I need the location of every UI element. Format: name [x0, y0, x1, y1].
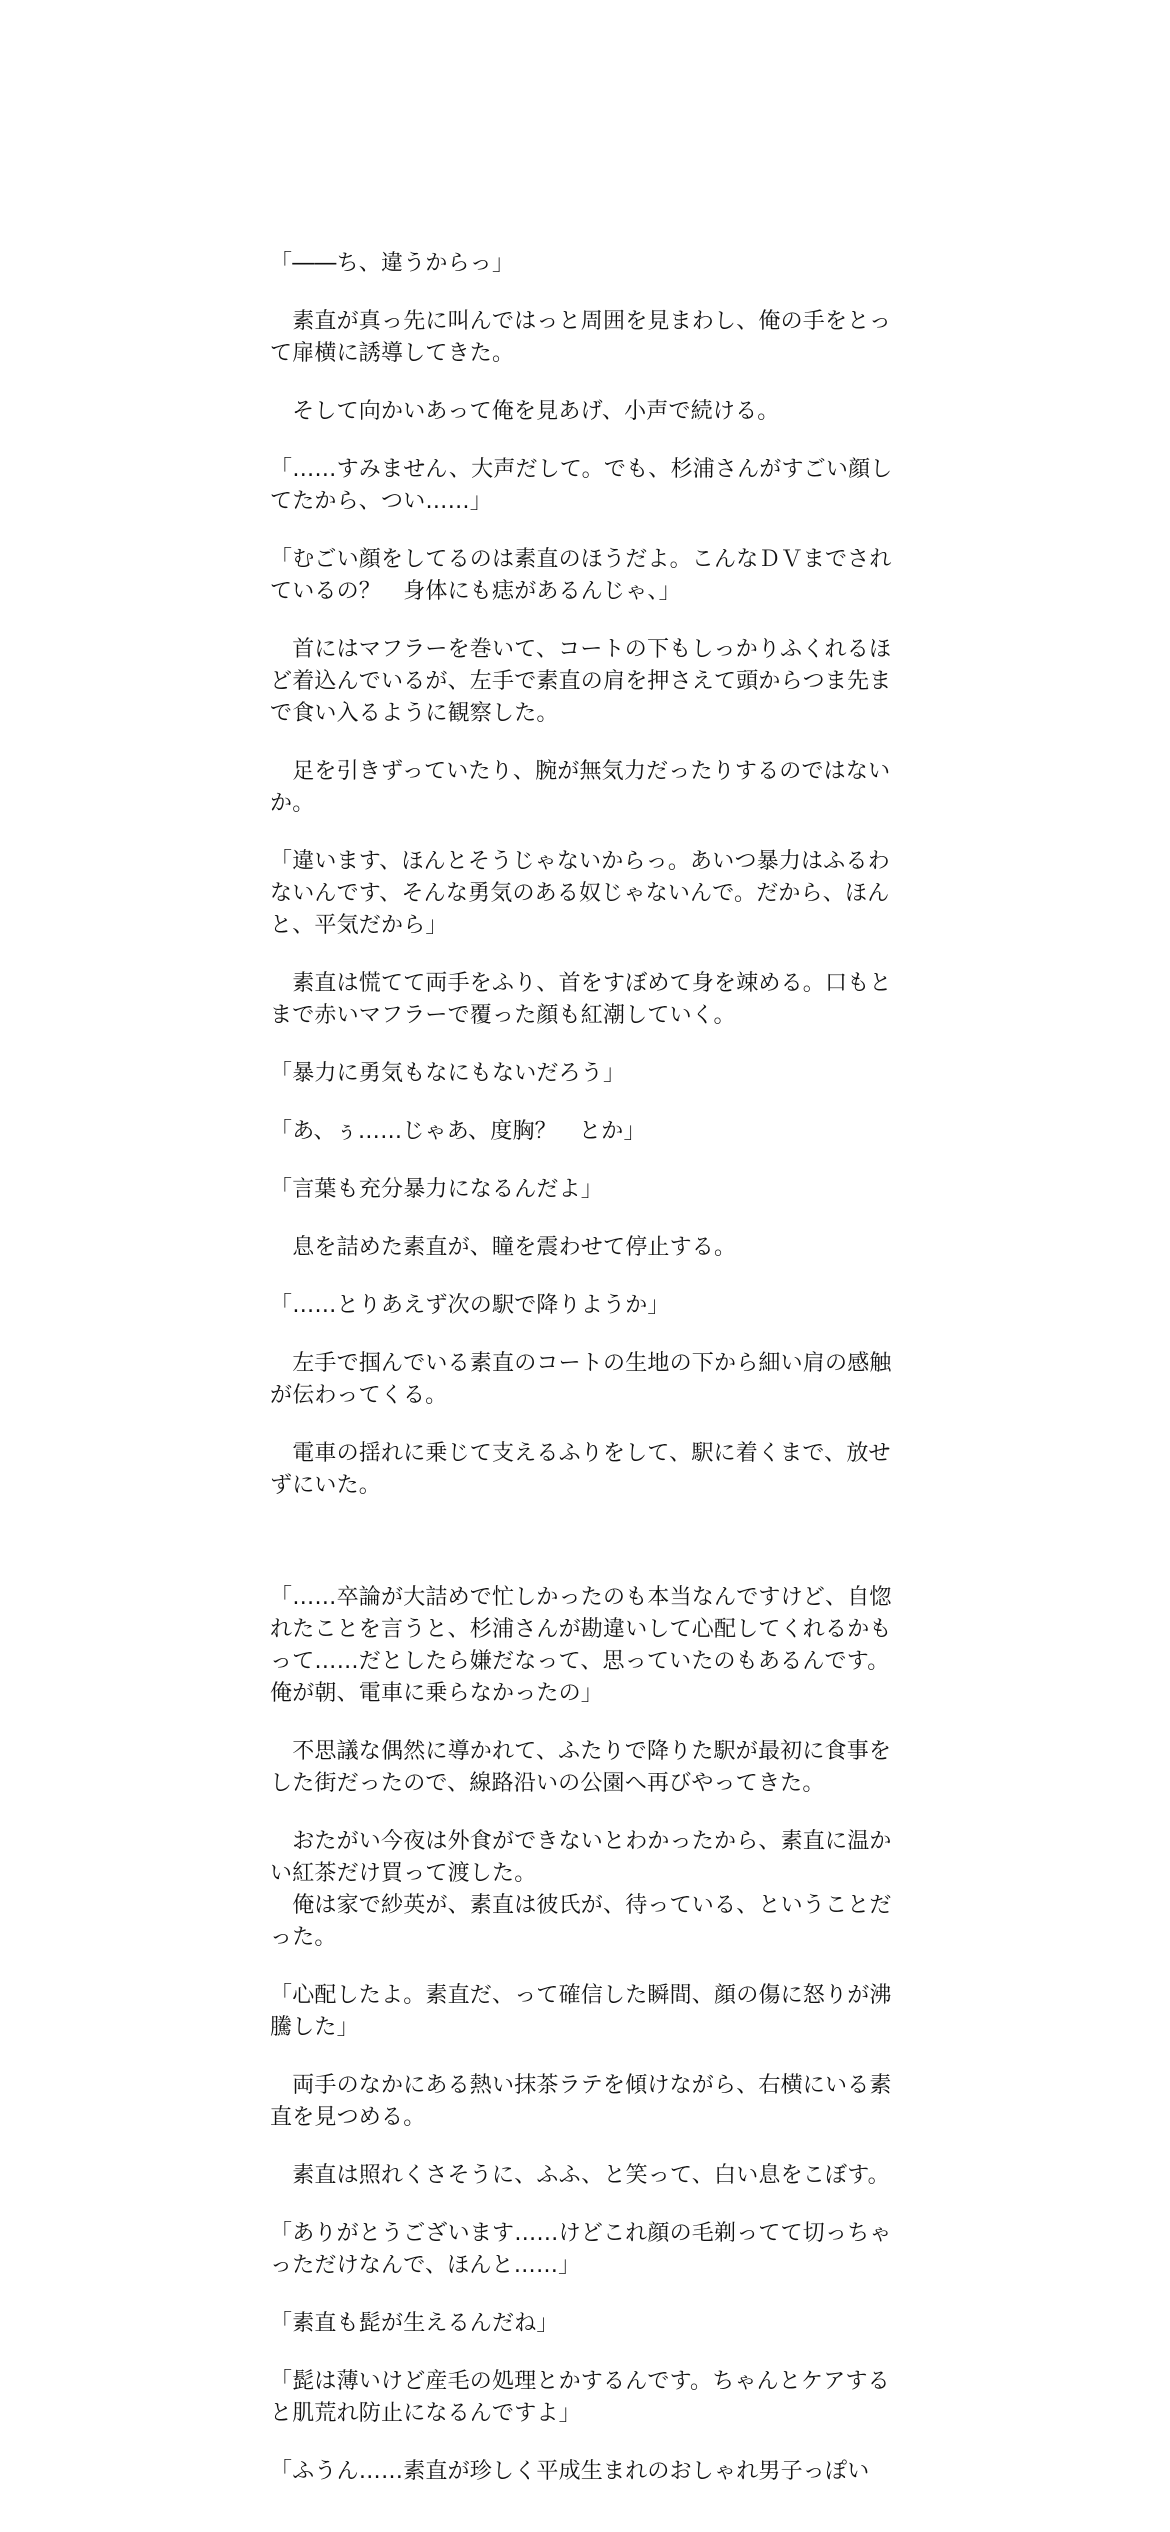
paragraph: おたがい今夜は外食ができないとわかったから、素直に温かい紅茶だけ買って渡した。 俺は家で紗英が、素直は彼氏が、待っている、ということだった。: [270, 1829, 892, 1950]
paragraph: 足を引きずっていたり、腕が無気力だったりするのではないか。: [270, 759, 891, 816]
paragraph: 「……卒論が大詰めで忙しかったのも本当なんですけど、自惚れたことを言うと、杉浦さんが勘違いして心配してくれるかもって……だとしたら嫌だなって、思っていたのもあるんです。俺が朝、電車に乗らなかったの」: [270, 1585, 892, 1706]
paragraph: 「ありがとうございます……けどこれ顔の毛剃ってて切っちゃっただけなんで、ほんと……」: [270, 2221, 892, 2278]
paragraph: 「――ち、違うからっ」: [270, 251, 515, 276]
paragraph: 息を詰めた素直が、瞳を震わせて停止する。: [270, 1235, 737, 1260]
paragraph: 電車の揺れに乗じて支えるふりをして、駅に着くまで、放せずにいた。: [270, 1441, 891, 1498]
paragraph: 不思議な偶然に導かれて、ふたりで降りた駅が最初に食事をした街だったので、線路沿いの公園へ再びやってきた。: [270, 1739, 892, 1796]
paragraph: 「……とりあえず次の駅で降りようか」: [270, 1293, 670, 1318]
story-text: [270, 248, 900, 2514]
paragraph: 「心配したよ。素直だ、って確信した瞬間、顔の傷に怒りが沸騰した」: [270, 1983, 892, 2040]
paragraph: 「むごい顔をしてるのは素直のほうだよ。こんなＤＶまでされているの？ 身体にも痣があるんじゃ、」: [270, 547, 892, 604]
scene-break: [270, 1528, 900, 1582]
paragraph: 「言葉も充分暴力になるんだよ」: [270, 1177, 604, 1202]
paragraph: 「……すみません、大声だして。でも、杉浦さんがすごい顔してたから、つい……」: [270, 457, 893, 514]
paragraph: 「素直も髭が生えるんだね」: [270, 2311, 559, 2336]
paragraph: 首にはマフラーを巻いて、コートの下もしっかりふくれるほど着込んでいるが、左手で素直の肩を押さえて頭からつま先まで食い入るように観察した。: [270, 637, 892, 726]
paragraph: 素直は照れくさそうに、ふふ、と笑って、白い息をこぼす。: [270, 2163, 890, 2188]
paragraph: 両手のなかにある熱い抹茶ラテを傾けながら、右横にいる素直を見つめる。: [270, 2073, 892, 2130]
paragraph: 左手で掴んでいる素直のコートの生地の下から細い肩の感触が伝わってくる。: [270, 1351, 892, 1408]
paragraph: 「髭は薄いけど産毛の処理とかするんです。ちゃんとケアすると肌荒れ防止になるんですよ」: [270, 2369, 890, 2426]
paragraph: 素直が真っ先に叫んではっと周囲を見まわし、俺の手をとって扉横に誘導してきた。: [270, 309, 892, 366]
paragraph: 「あ、ぅ……じゃあ、度胸？ とか」: [270, 1119, 646, 1144]
paragraph: そして向かいあって俺を見あげ、小声で続ける。: [270, 399, 780, 424]
paragraph: 「ふうん……素直が珍しく平成生まれのおしゃれ男子っぽい: [270, 2459, 870, 2484]
paragraph: 「違います、ほんとそうじゃないからっ。あいつ暴力はふるわないんです、そんな勇気のある奴じゃないんで。だから、ほんと、平気だから」: [270, 849, 890, 938]
paragraph: 素直は慌てて両手をふり、首をすぼめて身を竦める。口もとまで赤いマフラーで覆った顔も紅潮していく。: [270, 971, 892, 1028]
paragraph: 「暴力に勇気もなにもないだろう」: [270, 1061, 626, 1086]
